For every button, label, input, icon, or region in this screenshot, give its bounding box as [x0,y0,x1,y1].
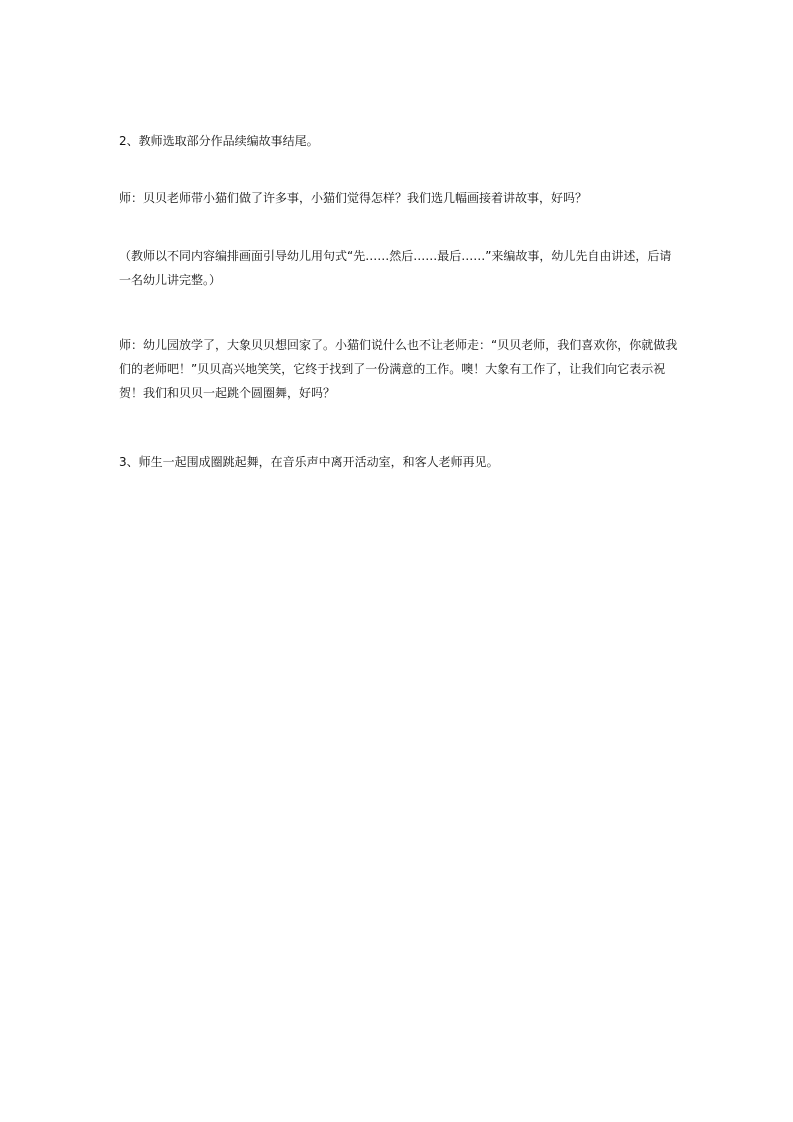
step-2-paragraph: 2、教师选取部分作品续编故事结尾。 [119,134,319,148]
teacher-question-paragraph: 师：贝贝老师带小猫们做了许多事，小猫们觉得怎样？我们选几幅画接着讲故事，好吗？ [119,191,588,205]
step-3-paragraph: 3、师生一起围成圈跳起舞，在音乐声中离开活动室，和客人老师再见。 [119,455,499,469]
story-ending-paragraph: 师：幼儿园放学了，大象贝贝想回家了。小猫们说什么也不让老师走：“贝贝老师，我们喜欢你，你就做我们的老师吧！”贝贝高兴地笑笑，它终于找到了一份满意的工作。噢！大象有工作了，让我们向它表示祝贺！我们和贝贝一起跳个圆圈舞，好吗？ [119,338,678,400]
teacher-note-paragraph: （教师以不同内容编排画面引导幼儿用句式“先……然后……最后……”来编故事，幼儿先自由讲述，后请一名幼儿讲完整。） [119,249,672,287]
